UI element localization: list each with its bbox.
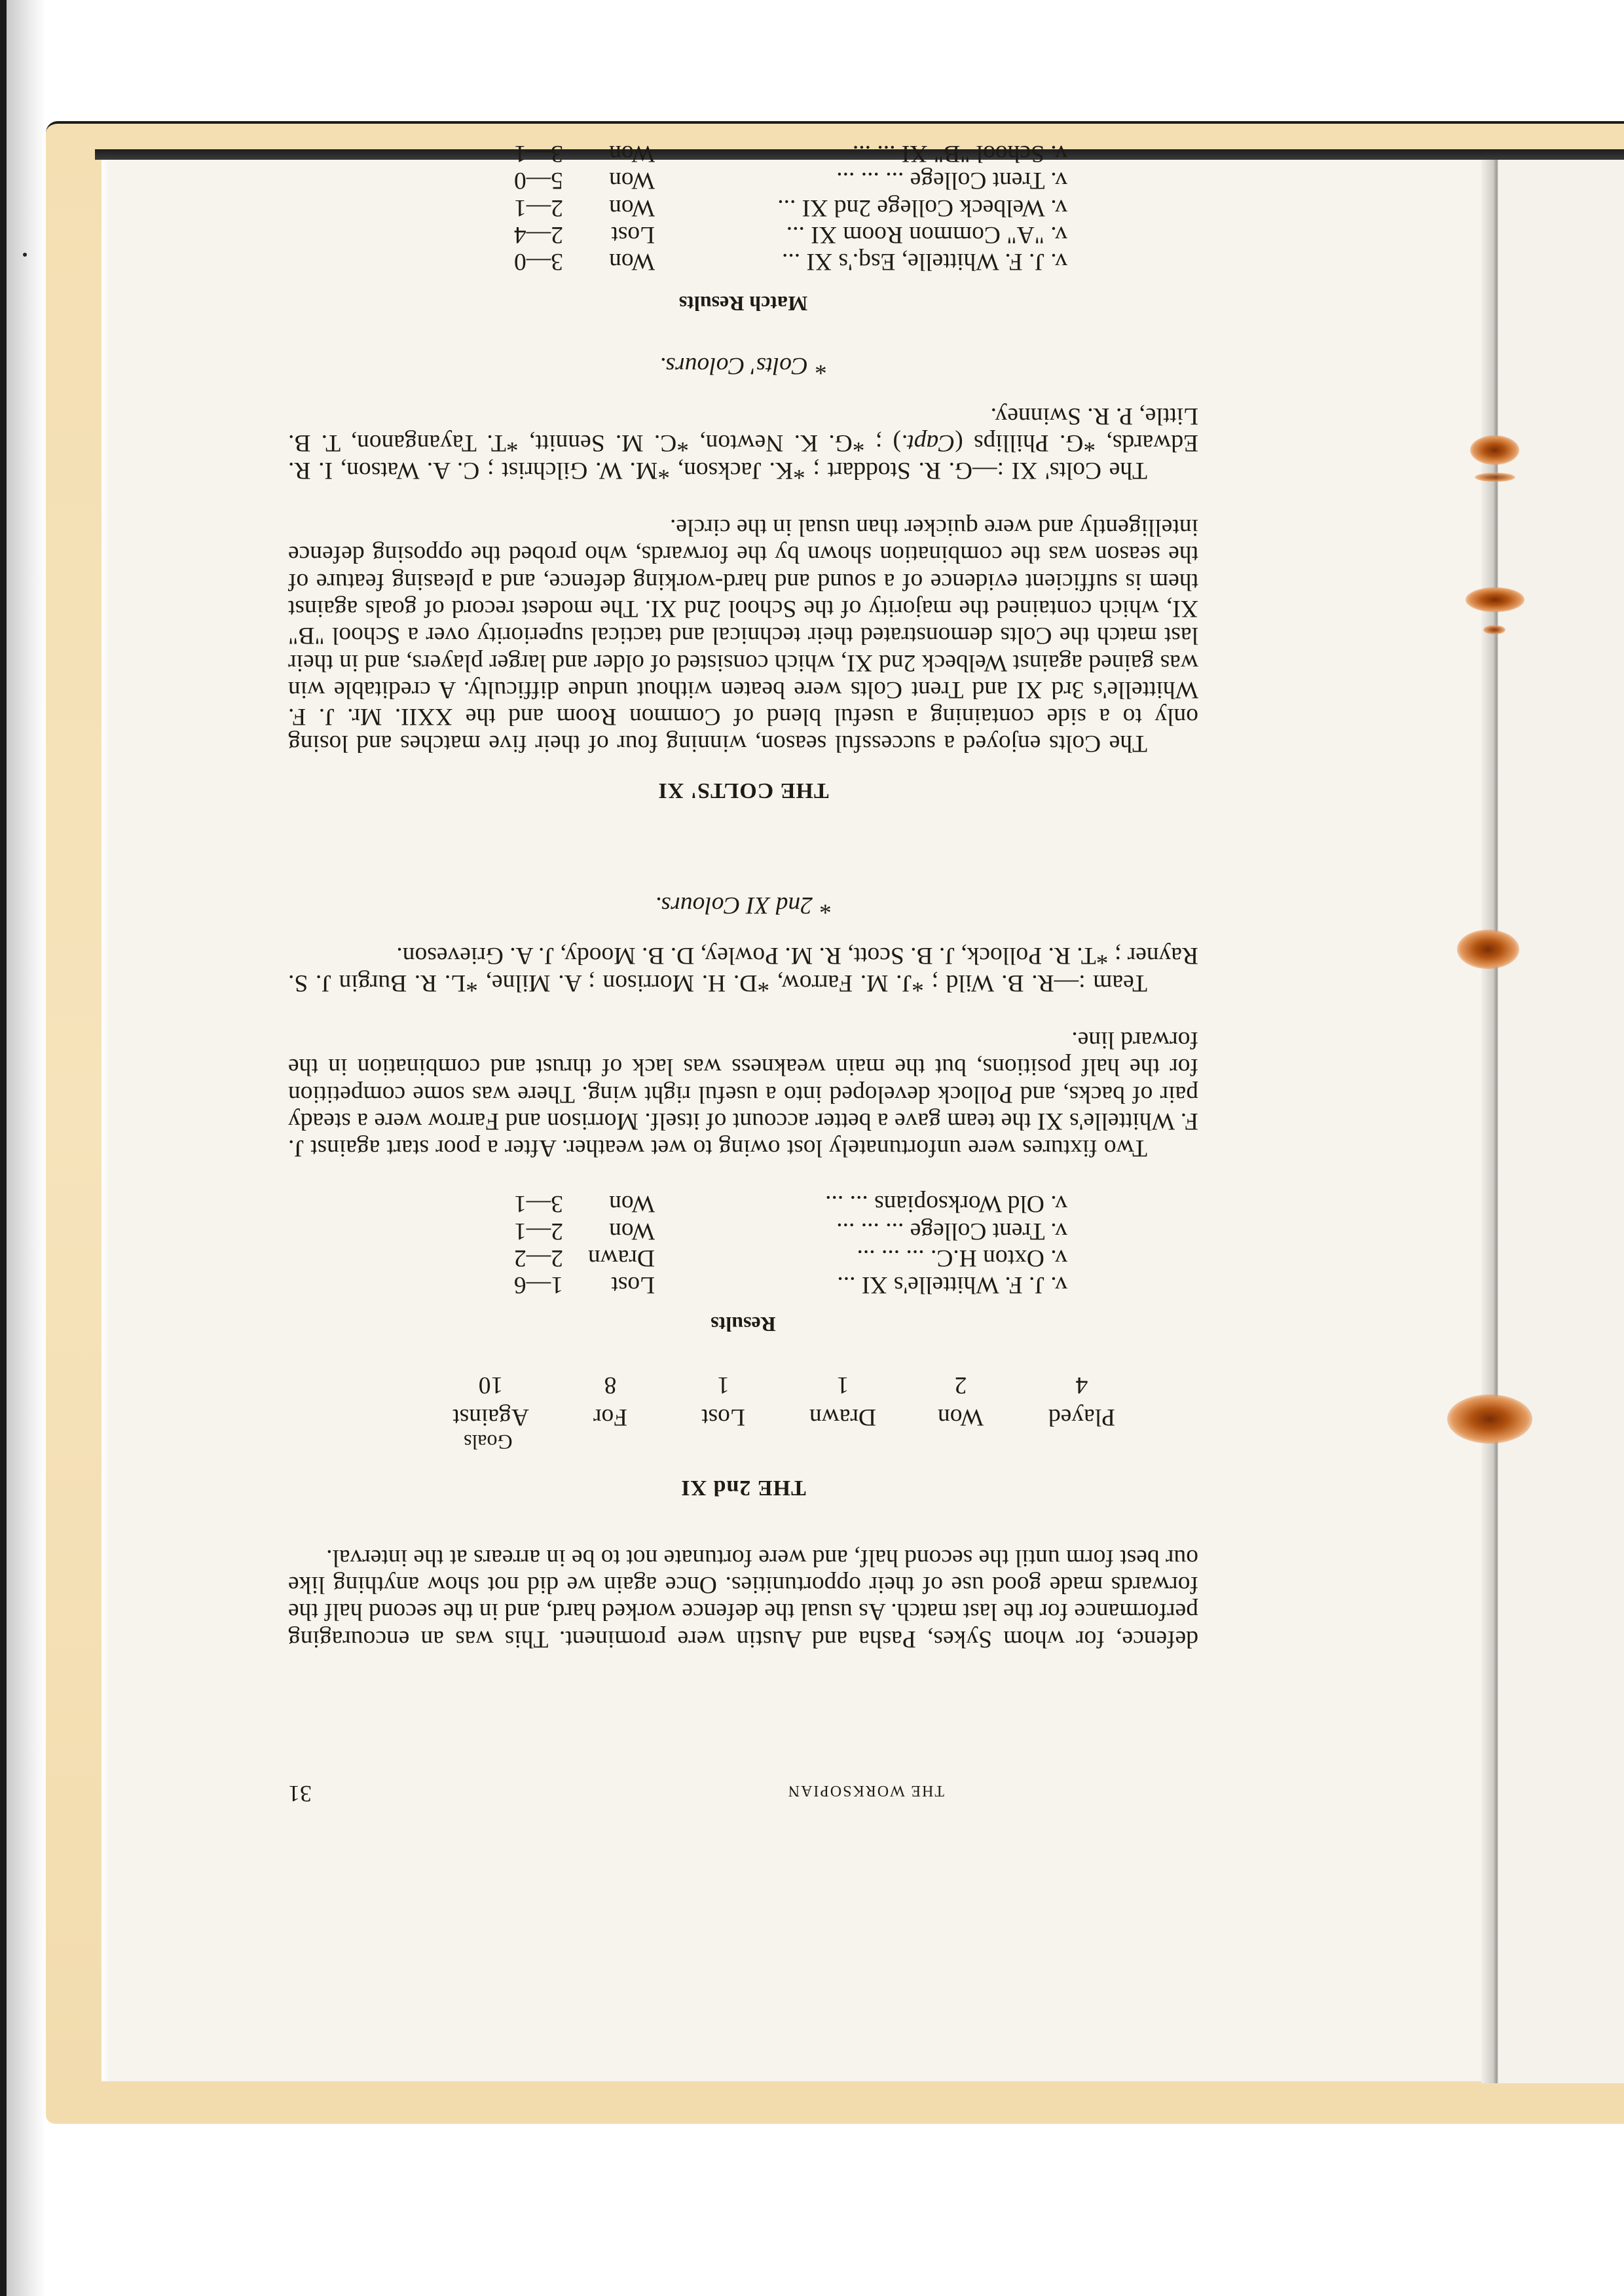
second-xi-report: Two fixtures were unfortunately lost owing to wet weather. After a poor start against J. F. Whittelle's XI the team gave a better account of itself. Morrison and Farrow were a steady pair of backs, and Pollock developed into a useful right wing. There was some competition for the half positions, but the main weakness was lack of thrust and combination in the forward line.: [288, 1026, 1198, 1162]
colts-xi-report: The Colts enjoyed a successful season, winning four of their five matches and losing only to a side containing a useful blend of Common Room and the XXII. Mr. J. F. Whittelle's 3rd XI and Trent Colts were beaten without undue difficulty. A creditable win was gained against Welbeck 2nd XI, which consisted of older and larger players, and in their last match the Colts demonstrated their technical and tactical superiority over a School "B" XI, which contained the majority of the School 2nd XI. The modest record of goals against them is sufficient evidence of a sound and hard-working defence, and a pleasing feature of the season was the combination shown by the forwards, who probed the opposing defence intelligently and were quicker than usual in the circle.: [288, 514, 1198, 757]
score: 2—1: [514, 194, 563, 221]
previous-report-tail: defence, for whom Sykes, Pasha and Austin were prominent. This was an encouraging performance for the last match. As usual the defence worked hard, and in the second half the forwards made good use of their opportunities. Once again we did not show anything like our best form until the second half, and were fortunate not to be in arrears at the interval.: [288, 1544, 1198, 1652]
opponent: v. J. F. Whittelle, Esq.'s XI ...: [781, 248, 1067, 276]
footnote-text: Colts' Colours.: [659, 352, 809, 379]
stats-value: 2: [954, 1371, 967, 1398]
colts-results: [498, 140, 1067, 275]
captain-abbrev: Capt.: [900, 429, 955, 457]
publication-title: THE WORKSOPIAN: [786, 1782, 944, 1799]
score: 1—6: [514, 1271, 563, 1299]
running-head: [288, 1777, 1198, 1807]
rust-stain: [1483, 625, 1505, 634]
result-row: [498, 1271, 1067, 1298]
second-xi-footnote: [288, 892, 1198, 919]
opponent: v. J. F. Whittelle's XI ...: [837, 1271, 1067, 1299]
opponent: v. Oxton H.C. ... ... ...: [857, 1245, 1067, 1272]
result-row: [498, 194, 1067, 221]
stats-value: 10: [478, 1371, 504, 1398]
goals-group-label: Goals: [464, 1430, 513, 1455]
second-xi-team-list: Team :—R. B. Wild ; *J. M. Farrow, *D. H. Morrison ; A. Milne, *L. R. Burgin J. S. Rayner ; *T. R. Pollock, J. B. Scott, R. M. Powley, D. B. Moody, J. A. Grieveson.: [288, 942, 1198, 996]
stats-header: Against: [452, 1404, 529, 1431]
second-xi-results-title: Results: [710, 1312, 776, 1336]
rust-stain: [1470, 435, 1519, 465]
result: Drawn: [587, 1245, 655, 1272]
result-row: [498, 221, 1067, 248]
result: Won: [609, 1217, 655, 1245]
colts-xi-title: THE COLTS' XI: [657, 778, 829, 803]
result: Won: [609, 1190, 655, 1218]
scan-edge-shadow: [0, 0, 7, 2296]
opponent: v. "A" Common Room XI ...: [786, 221, 1067, 249]
scan-edge-gradient: [7, 0, 46, 2296]
result-row: [498, 1190, 1067, 1217]
rust-stain: [1457, 930, 1519, 969]
stats-header: Played: [1048, 1404, 1116, 1431]
opponent: v. Old Worksopians ... ...: [825, 1190, 1067, 1218]
stats-value: 8: [604, 1371, 617, 1398]
score: 5—0: [514, 167, 563, 194]
team-text: ) ; *G. K. Newton, *C. M. Sennitt, *T. Tayanganon, T. B. Little, P. R. Swinney.: [288, 403, 1198, 457]
result: Lost: [611, 221, 655, 249]
opponent: v. Trent College ... ... ...: [836, 1217, 1067, 1245]
footnote-marker: *: [819, 892, 832, 919]
result: Won: [609, 194, 655, 221]
footnote-text: 2nd XI Colours.: [655, 892, 813, 919]
result: Won: [609, 167, 655, 194]
stats-header-row: [427, 1404, 1147, 1430]
rust-stain: [1466, 587, 1524, 612]
stats-value: 4: [1075, 1371, 1088, 1398]
stats-header: Lost: [701, 1404, 745, 1431]
colts-results-title: Match Results: [678, 291, 808, 316]
opponent: v. School "B" XI ... ...: [852, 140, 1067, 168]
printed-page-content: [288, 140, 1198, 1807]
stats-header: Won: [938, 1404, 984, 1431]
rust-stain: [1447, 1394, 1532, 1444]
result: Won: [609, 248, 655, 276]
result-row: [498, 248, 1067, 275]
result: Won: [609, 140, 655, 168]
result-row: [498, 167, 1067, 194]
colts-xi-team-list: [288, 403, 1198, 484]
second-xi-title: THE 2nd XI: [680, 1475, 806, 1500]
result-row: [498, 140, 1067, 167]
second-xi-results: [498, 1190, 1067, 1298]
score: 3—0: [514, 248, 563, 276]
stats-value: 1: [717, 1371, 729, 1398]
score: 2—1: [514, 1217, 563, 1245]
colts-xi-footnote: [288, 352, 1198, 379]
team-text: The Colts' XI :—G. R. Stoddart ; *K. Jackson, *M. W. Gilchrist ; C. A. Watson, I. R. Edwards, *G. Phillips (: [288, 429, 1198, 484]
score: 2—4: [514, 221, 563, 249]
score: 3—1: [514, 1190, 563, 1218]
score: 3—1: [514, 140, 563, 168]
stats-header: Drawn: [809, 1404, 877, 1431]
result-row: [498, 1245, 1067, 1271]
score: 2—2: [514, 1245, 563, 1272]
speck: [23, 253, 27, 257]
opponent: v. Trent College ... ... ...: [836, 167, 1067, 194]
rust-stain: [1475, 473, 1515, 482]
result: Lost: [611, 1271, 655, 1299]
stats-value: 1: [836, 1371, 849, 1398]
result-row: [498, 1217, 1067, 1244]
page-number: 31: [288, 1781, 312, 1807]
second-xi-stats-table: [427, 1372, 1147, 1455]
opponent: v. Welbeck College 2nd XI ...: [777, 194, 1067, 221]
stats-header: For: [593, 1404, 628, 1431]
stats-value-row: [427, 1372, 1147, 1398]
footnote-marker: *: [815, 352, 827, 379]
